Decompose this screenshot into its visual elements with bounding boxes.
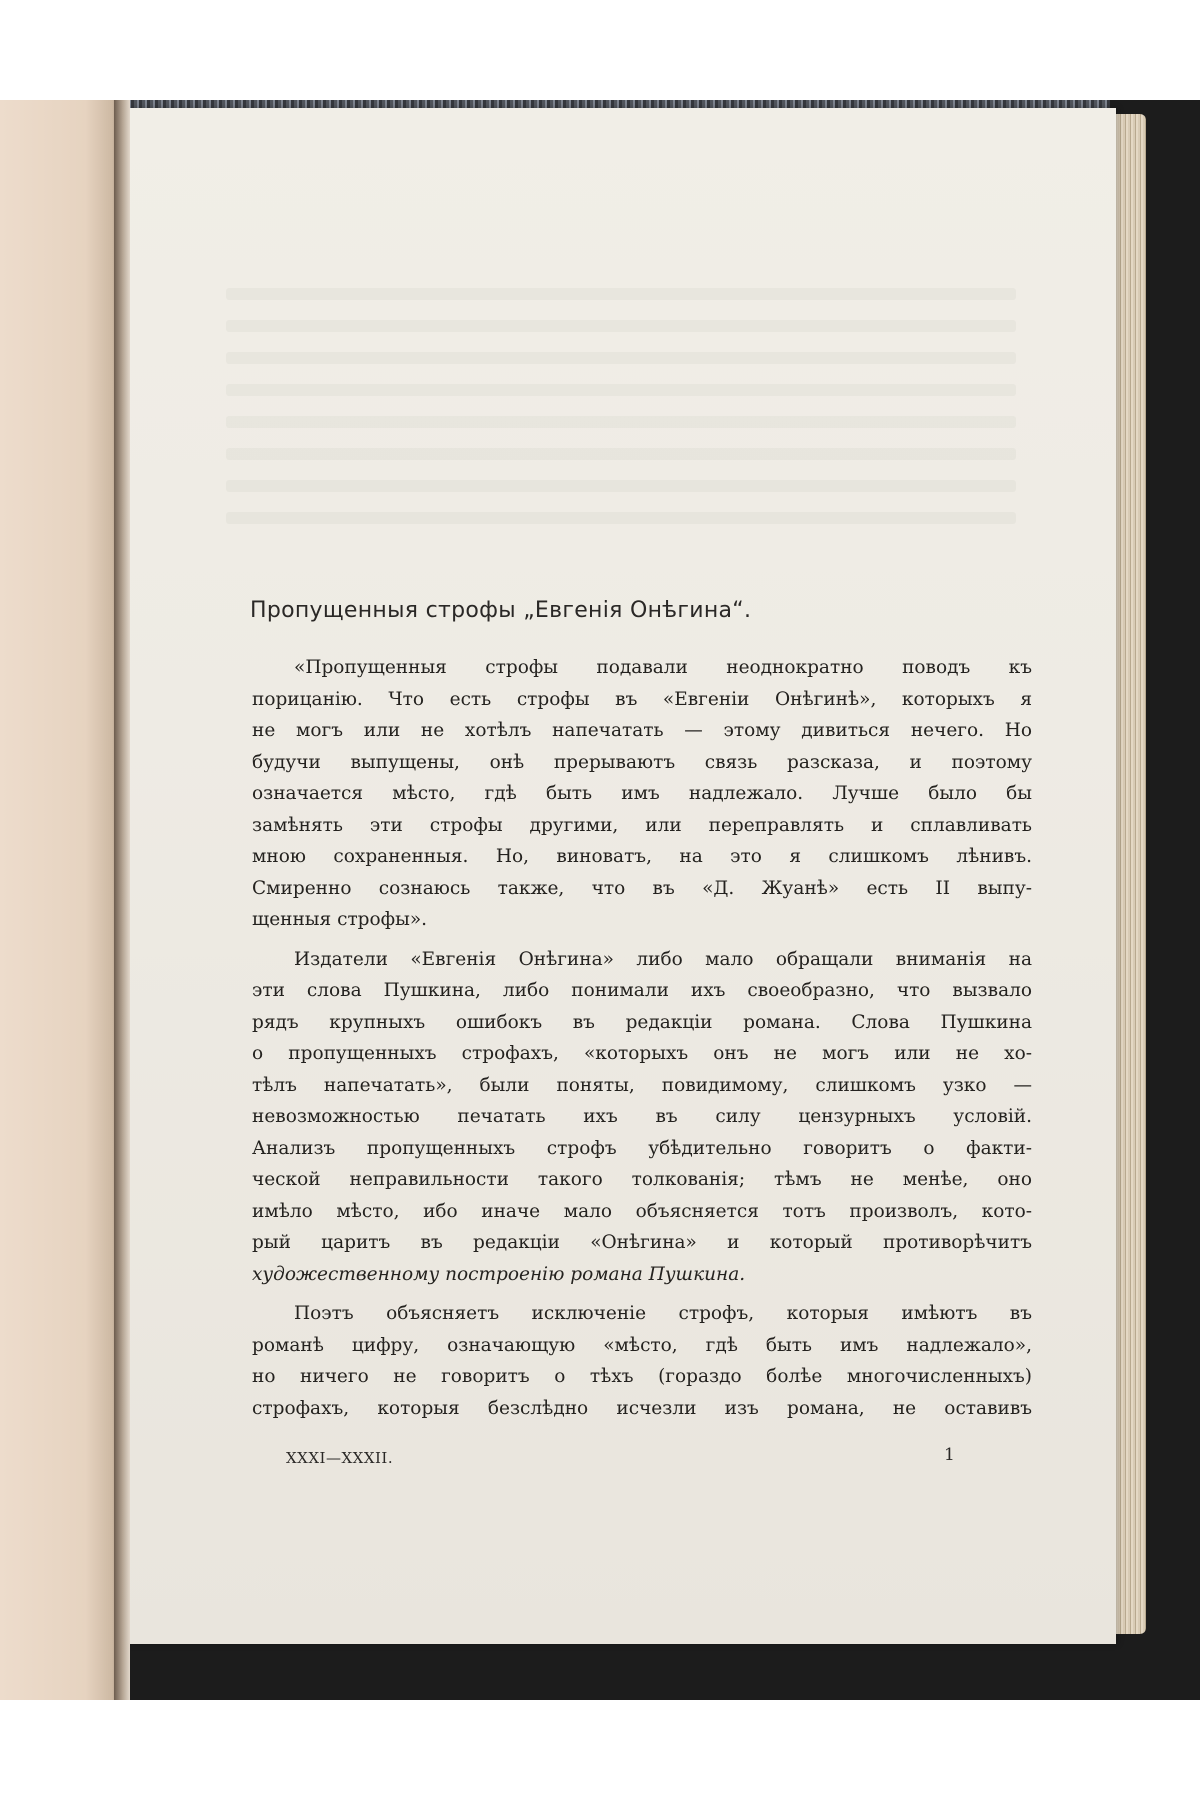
previous-page-edge [0,100,122,1700]
body-text [252,652,1032,1424]
show-through-line [226,448,1016,460]
book-gutter [114,100,130,1700]
show-through-line [226,320,1016,332]
text-line: рядъ крупныхъ ошибокъ въ редакціи романа. Слова Пушкина [252,1011,1032,1033]
show-through-line [226,352,1016,364]
book-page [126,108,1116,1644]
text-line: «Пропущенныя строфы подавали неоднократно поводъ къ [294,657,1032,678]
text-line: Издатели «Евгенія Онѣгина» либо мало обращали вниманія на [294,948,1032,970]
text-line: но ничего не говоритъ о тѣхъ (гораздо болѣе многочисленныхъ) [252,1366,1032,1387]
page-number: 1 [944,1445,955,1465]
page-title: Пропущенныя строфы „Евгенія Онѣгина“. [250,598,752,623]
text-line: Анализъ пропущенныхъ строфъ убѣдительно говоритъ о факти- [252,1137,1032,1159]
text-line: эти слова Пушкина, либо понимали ихъ своеобразно, что вызвало [252,980,1032,1001]
text-line: романѣ цифру, означающую «мѣсто, гдѣ быть имъ надлежало», [252,1334,1032,1356]
text-line: тѣлъ напечатать», были поняты, повидимому, слишкомъ узко — [252,1074,1032,1096]
text-line: замѣнять эти строфы другими, или переправлять и сплавливать [252,814,1032,836]
text-line: строфахъ, которыя безслѣдно исчезли изъ романа, не оставивъ [252,1397,1032,1419]
text-line: щенныя строфы». [252,909,428,930]
show-through-line [226,416,1016,428]
show-through-line [226,480,1016,492]
show-through-line [226,384,1016,396]
printer-signature: XXXI—XXXII. [286,1449,394,1467]
text-line: ческой неправильности такого толкованія; тѣмъ не менѣе, оно [252,1169,1032,1190]
text-line-italic: художественному построенію романа Пушкина. [252,1263,746,1285]
text-line: не могъ или не хотѣлъ напечатать — этому дивиться нечего. Но [252,720,1032,741]
text-line: о пропущенныхъ строфахъ, «которыхъ онъ не могъ или не хо- [252,1043,1032,1064]
photo-background [0,100,1200,1700]
show-through-line [226,512,1016,524]
text-line: означается мѣсто, гдѣ быть имъ надлежало. Лучше было бы [252,783,1032,804]
text-line: имѣло мѣсто, ибо иначе мало объясняется тотъ произволъ, кото- [252,1200,1032,1222]
text-line: Смиренно сознаюсь также, что въ «Д. Жуанѣ» есть II выпу- [252,877,1032,899]
text-line: мною сохраненныя. Но, виноватъ, на это я слишкомъ лѣнивъ. [252,846,1032,867]
text-line: будучи выпущены, онѣ прерываютъ связь разсказа, и поэтому [252,751,1032,773]
text-line: рый царитъ въ редакціи «Онѣгина» и который противорѣчитъ [252,1232,1032,1253]
text-line: порицанію. Что есть строфы въ «Евгеніи Онѣгинѣ», которыхъ я [252,688,1032,710]
text-line: Поэтъ объясняетъ исключеніе строфъ, которыя имѣютъ въ [294,1303,1032,1324]
text-line: невозможностью печатать ихъ въ силу цензурныхъ условій. [252,1106,1032,1127]
show-through-line [226,288,1016,300]
